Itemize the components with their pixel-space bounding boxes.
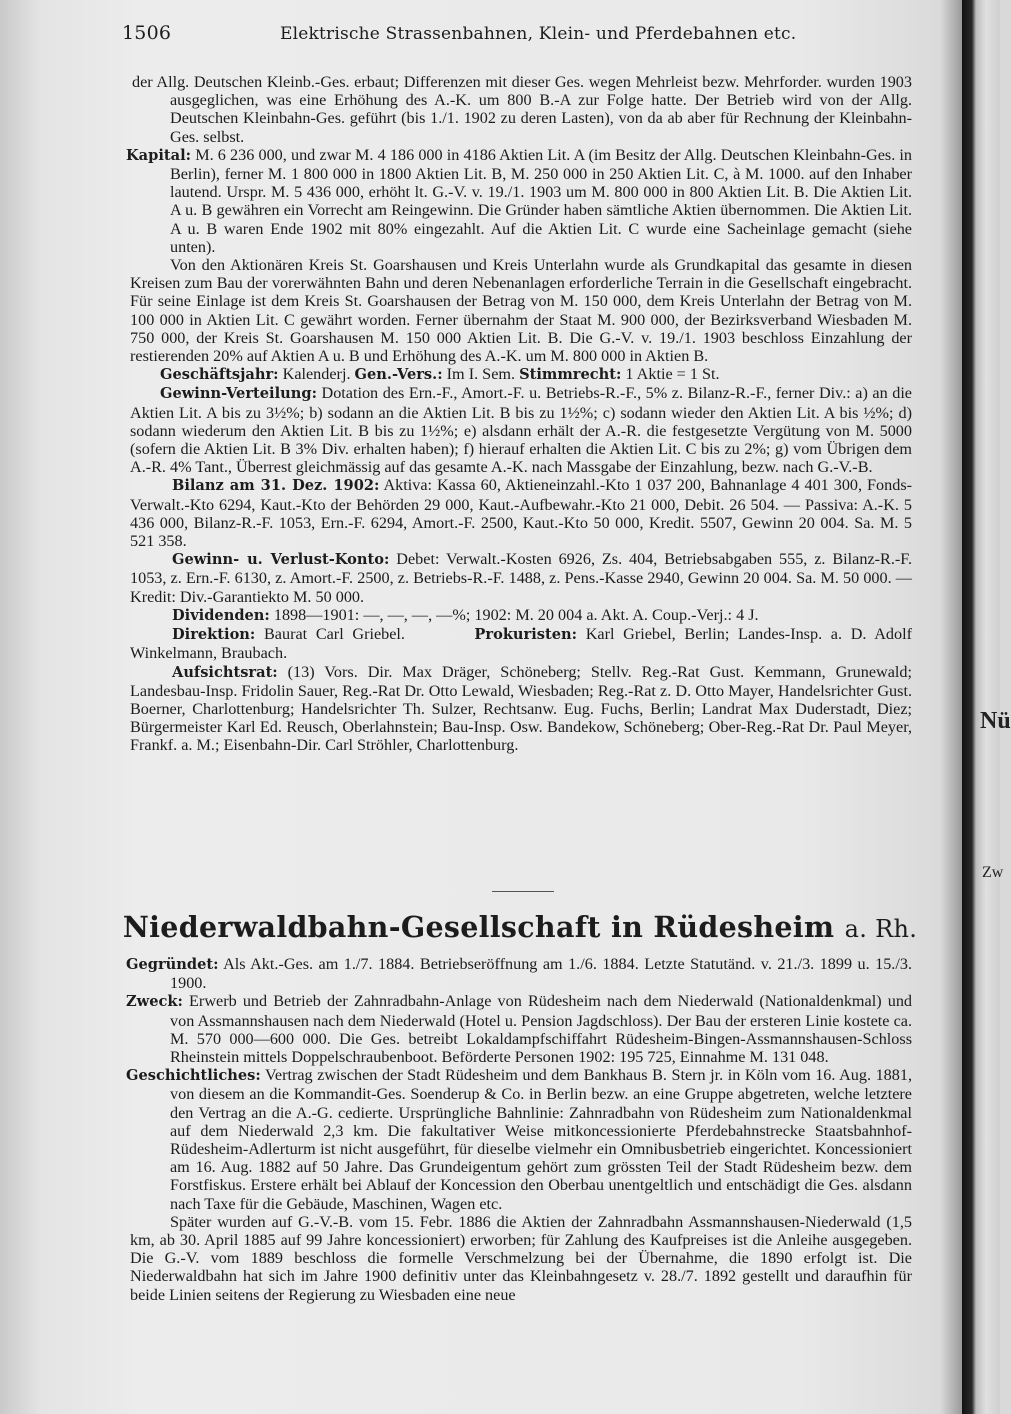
prok-text: Karl Griebel, Berlin; Landes-Insp. a. D. Adolf Winkelmann, Braubach. [130, 625, 912, 663]
gj-label: Geschäftsjahr: [160, 366, 279, 384]
zweck-label: Zweck: [126, 993, 183, 1011]
dividenden-entry [122, 606, 912, 625]
intro-paragraph: der Allg. Deutschen Kleinb.-Ges. erbaut; Differenzen mit dieser Ges. wegen Mehrleist bezw. Mehrforder. wurden 1903 ausgeglichen, was eine Erhöhung des A.-K. um 800 B.-A zur Folge hatte. Der Betrieb wird von der Allg. Deutschen Kleinbahn-Ges. geführt (bis 1./1. 1902 zu deren Lasten), von da ab aber für Rechnung der Kleinbahn-Ges. selbst. [132, 73, 912, 146]
gv-label: Gen.-Vers.: [354, 366, 443, 384]
div-label: Dividenden: [172, 606, 270, 624]
gegr-text: Als Akt.-Ges. am 1./7. 1884. Betriebseröffnung am 1./6. 1884. Letzte Statutänd. v. 21./3. 1899 u. 15./3. 1900. [170, 955, 912, 993]
bilanz-label: Bilanz am 31. Dez. 1902: [172, 477, 380, 495]
guv-entry [122, 550, 912, 606]
page-header [122, 22, 812, 50]
company-title-suffix: a. Rh. [844, 915, 918, 943]
dir-text: Baurat Carl Griebel. [264, 625, 405, 644]
ar-label: Aufsichtsrat: [172, 663, 278, 681]
gewinn-entry [122, 384, 912, 476]
zweck-entry [122, 992, 912, 1066]
gj-text: Kalenderj. [282, 365, 351, 384]
page-binding-edge [962, 0, 1011, 1414]
div-text: 1898—1901: —, —, —, —%; 1902: M. 20 004 a. Akt. A. Coup.-Verj.: 4 J. [273, 605, 759, 624]
prok-label: Prokuristen: [474, 626, 578, 644]
direktion-entry [122, 625, 912, 662]
section-separator [492, 891, 554, 892]
gesch-text: Vertrag zwischen der Stadt Rüdesheim und dem Bankhaus B. Stern jr. in Köln vom 16. Aug. 1881, von diesem an die Kommandit-Ges. Soenderup & Co. in Berlin bezw. an eine Gruppe abgetreten, welche letztere den Vertrag an die A.-G. cedierte. Ursprüngliche Bahnlinie: Zahnradbahn von Rüdesheim zum Nationaldenkmal auf dem Niederwald 2,3 km. Die fakultativer Weise mitkoncessionierte Pferdebahnstrecke Staatsbahnhof-Rüdesheim-Adlerturm ist nicht ausgeführt, für dieselbe vielmehr ein Omnibusbetrieb eingerichtet. Koncessioniert am 16. Aug. 1882 auf 50 Jahre. Das Grundeigentum gehört zum grössten Teil der Stadt Rüdesheim bezw. dem Forstfiskus. Erstere erhält bei Ablauf der Koncession den Oberbau unentgeltlich und entschädigt die Ges. alsdann nach Taxe für die Gebäude, Maschinen, Wagen etc. [170, 1066, 912, 1213]
adjacent-fragment-2: Zw [982, 864, 1004, 881]
gewinn-text: Dotation des Ern.-F., Amort.-F. u. Betriebs-R.-F., 5% z. Bilanz-R.-F., ferner Div.: a) an die Aktien Lit. A bis zu 3½%; b) sodann an die Aktien Lit. B bis zu 1½%; c) sodann wieder den Aktien Lit. A bis ½%; d) sodann wiederum den Aktien Lit. B bis zu 1½%; e) alsdann erhält der A.-R. die festgesetzte Vergütung von M. 5000 (sofern die Aktien Lit. B 3% Div. erhalten haben); f) hierauf erhalten die Aktien Lit. C bis zu 2%; g) vom Übrigen dem A.-R. 4% Tant., Überrest gleichmässig auf das gesamte A.-K. nach Massgabe der Einzahlung, bezw. nach G.-V.-B. [130, 384, 912, 477]
kapital-paragraph: Von den Aktionären Kreis St. Goarshausen und Kreis Unterlahn wurde als Grundkapital das gesamte in diesen Kreisen zum Bau der vorerwähnten Bahn und deren Nebenanlagen erforderliche Terrain in die Gesellschaft eingebracht. Für seine Einlage ist dem Kreis St. Goarshausen der Betrag von M. 150 000, dem Kreis Unterlahn der Betrag von M. 100 000 in Aktien Lit. C gewährt worden. Ferner übernahm der Staat M. 900 000, der Bezirksverband Wiesbaden M. 750 000, der Kreis St. Goarshausen M. 150 000 Aktien Lit. B. Die G.-V. v. 19./1. 1903 beschloss Einzahlung der restierenden 20% auf Aktien A u. B und Erhöhung des A.-K. um M. 800 000 in Aktien B. [130, 256, 912, 366]
guv-label: Gewinn- u. Verlust-Konto: [172, 551, 390, 569]
zweck-text: Erwerb und Betrieb der Zahnradbahn-Anlage von Rüdesheim nach dem Niederwald (Nationaldenkmal) und von Assmannshausen nach dem Niederwald (Hotel u. Pension Jagdschloss). Der Bau der ersteren Linie kostete ca. M. 570 000—600 000. Die Ges. betreibt Lokaldampfschiffahrt Rüdesheim-Bingen-Assmannshausen-Schloss Rheinstein mittels Doppelschraubenboot. Beförderte Personen 1902: 195 725, Einnahme M. 131 048. [170, 992, 913, 1067]
section2-body [122, 955, 912, 1304]
bilanz-text: Aktiva: Kassa 60, Aktieneinzahl.-Kto 1 037 200, Bahnanlage 4 401 300, Fonds-Verwalt.-Kto 6294, Kaut.-Kto der Behörden 29 000, Kaut.-Aufbewahr.-Kto 21 000, Debit. 26 504. — Passiva: A.-K. 5 436 000, Bilanz-R.-F. 1053, Ern.-F. 6294, Amort.-F. 2500, Kaut.-Kto 50 000, Kredit. 5507, Gewinn 20 004. Sa. M. 5 521 358. [130, 476, 913, 551]
geschichtliches-entry [122, 1066, 912, 1213]
kapital-label: Kapital: [126, 146, 192, 164]
geschichtliches-paragraph: Später wurden auf G.-V.-B. vom 15. Febr. 1886 die Aktien der Zahnradbahn Assmannshausen-Niederwald (1,5 km, ab 30. April 1885 auf 99 Jahre koncessioniert) erworben; für Zahlung des Kaufpreises ist die Anleihe ausgegeben. Die G.-V. vom 1889 beschloss die formelle Verschmelzung bei der Übernahme, die 1890 erfolgt ist. Die Niederwaldbahn hat sich im Jahre 1900 definitiv unter das Kleinbahngesetz v. 28./7. 1892 gestellt und daraufhin für beide Linien seitens der Regierung zu Wiesbaden eine neue [130, 1212, 912, 1304]
meta-line [122, 365, 912, 384]
gesch-label: Geschichtliches: [126, 1067, 261, 1085]
page-number: 1506 [122, 22, 172, 44]
section1-body [122, 73, 912, 755]
gegruendet-entry [122, 955, 912, 992]
sr-label: Stimmrecht: [519, 366, 622, 384]
ar-text: (13) Vors. Dir. Max Dräger, Schöneberg; Stellv. Reg.-Rat Gust. Kemmann, Grunewald; Landesbau-Insp. Fridolin Sauer, Reg.-Rat Dr. Otto Lewald, Wiesbaden; Reg.-Rat z. D. Otto Mayer, Handelsrichter Gust. Boerner, Charlottenburg; Handelsrichter Th. Sulzer, Rechtsanw. Eug. Fuchs, Berlin; Landrat Max Duderstadt, Diez; Bürgermeister Karl Ed. Reusch, Oberlahnstein; Bau-Insp. Osw. Bandekow, Schöneberg; Ober-Reg.-Rat Dr. Paul Meyer, Frankf. a. M.; Eisenbahn-Dir. Carl Ströhler, Charlottenburg. [130, 662, 913, 755]
gegr-label: Gegründet: [126, 956, 219, 973]
aufsichtsrat-entry [122, 663, 912, 755]
bilanz-entry [122, 476, 912, 550]
kapital-entry [122, 146, 912, 256]
gv-text: Im I. Sem. [446, 365, 516, 384]
running-title: Elektrische Strassenbahnen, Klein- und Pferdebahnen etc. [280, 24, 797, 44]
adjacent-fragment-1: Nü [980, 708, 1011, 734]
company-title [120, 910, 920, 944]
gewinn-label: Gewinn-Verteilung: [160, 385, 317, 403]
guv-text: Debet: Verwalt.-Kosten 6926, Zs. 404, Betriebsabgaben 555, z. Bilanz-R.-F. 1053, z. Ern.-F. 6130, z. Amort.-F. 2500, z. Betriebs-R.-F. 1488, z. Pens.-Kasse 2940, Gewinn 20 004. Sa. M. 50 000. — Kredit: Div.-Garantiekto M. 50 000. [130, 550, 913, 606]
kapital-text: M. 6 236 000, und zwar M. 4 186 000 in 4186 Aktien Lit. A (im Besitz der Allg. Deutschen Kleinbahn-Ges. in Berlin), ferner M. 1 800 000 in 1800 Aktien Lit. B, M. 250 000 in 250 Aktien Lit. C, à M. 1000. auf den Inhaber lautend. Urspr. M. 5 436 000, erhöht lt. G.-V. v. 19./1. 1903 um M. 800 000 in 800 Aktien Lit. B. Die Aktien Lit. A u. B gewähren ein Vorrecht am Reingewinn. Die Gründer haben sämtliche Aktien übernommen. Die Aktien Lit. A u. B waren Ende 1902 mit 80% eingezahlt. Auf die Aktien Lit. C wurde eine Sacheinlage gemacht (siehe unten). [170, 145, 913, 256]
dir-label: Direktion: [172, 626, 256, 644]
sr-text: 1 Aktie = 1 St. [625, 365, 720, 384]
company-title-main: Niederwaldbahn-Gesellschaft in Rüdesheim [122, 910, 835, 944]
